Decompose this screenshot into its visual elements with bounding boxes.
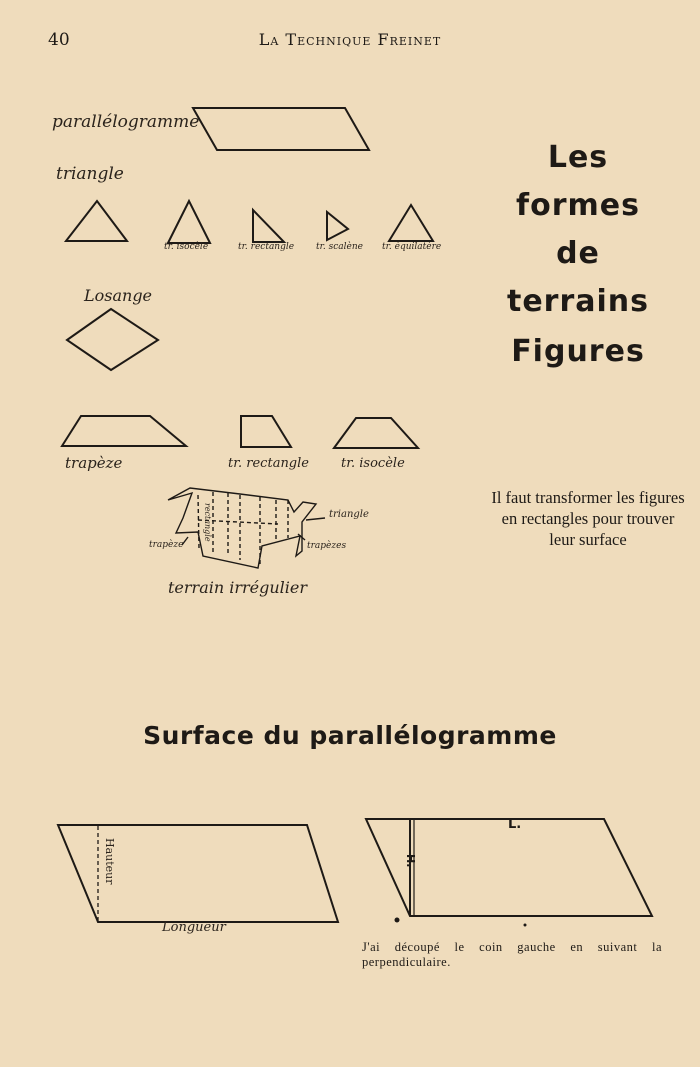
- lozenge-label: Losange: [84, 286, 153, 305]
- length-letter: L.: [508, 817, 522, 832]
- scalene-triangle-shape: [327, 212, 348, 240]
- running-title: La Technique Freinet: [258, 30, 442, 49]
- irregular-triangle-label: triangle: [329, 509, 369, 520]
- irregular-terrain-label: terrain irrégulier: [168, 578, 308, 597]
- trapeze-shape: [62, 416, 186, 446]
- irregular-trapeze-label: trapèze: [149, 540, 184, 550]
- title-line: Les: [547, 140, 609, 175]
- triangle-type-isosceles: tr. isocèle: [164, 242, 209, 252]
- isosceles-trapeze-shape: [334, 418, 418, 448]
- equilateral-triangle-shape: [389, 205, 433, 241]
- title-line: formes: [516, 188, 640, 223]
- figure-caption: J'ai découpé le coin gauche en suivant la perpendiculaire.: [362, 940, 662, 969]
- triangle-type-right: tr. rectangle: [238, 242, 295, 252]
- surface-parallelogram-left: [58, 825, 338, 922]
- section-title: Surface du parallélogramme: [143, 721, 557, 750]
- triangle-shape: [66, 201, 127, 241]
- triangle-label: triangle: [56, 164, 124, 184]
- irregular-rectangle-label: rectangle: [203, 503, 212, 542]
- length-label: Longueur: [162, 920, 226, 935]
- trapeze-label: trapèze: [65, 454, 123, 472]
- triangle-type-equilateral: tr. équilatère: [382, 242, 442, 252]
- triangle-type-scalene: tr. scalène: [316, 242, 364, 252]
- lozenge-shape: [67, 309, 158, 370]
- surface-parallelogram-right: [366, 819, 652, 916]
- main-title: [500, 134, 656, 376]
- trapeze-type-isosceles: tr. isocèle: [341, 456, 405, 471]
- height-label: Hauteur: [103, 838, 116, 885]
- trapeze-type-right: tr. rectangle: [228, 456, 309, 471]
- title-line: terrains: [506, 284, 650, 319]
- irregular-terrain-sketch: [168, 488, 325, 568]
- right-triangle-shape: [253, 210, 284, 242]
- page-number: 40: [48, 30, 70, 50]
- title-line: de: [556, 236, 600, 271]
- right-trapeze-shape: [241, 416, 291, 447]
- isosceles-triangle-shape: [168, 201, 210, 243]
- parallelogram-label: parallélogramme: [52, 112, 200, 132]
- parallelogram-shape: [193, 108, 369, 150]
- height-letter: H.: [404, 854, 417, 868]
- transform-note: Il faut transformer les figures en rectangles pour trouver leur surface: [491, 488, 685, 549]
- irregular-trapezes-label: trapèzes: [307, 541, 347, 551]
- title-line: Figures: [511, 334, 645, 369]
